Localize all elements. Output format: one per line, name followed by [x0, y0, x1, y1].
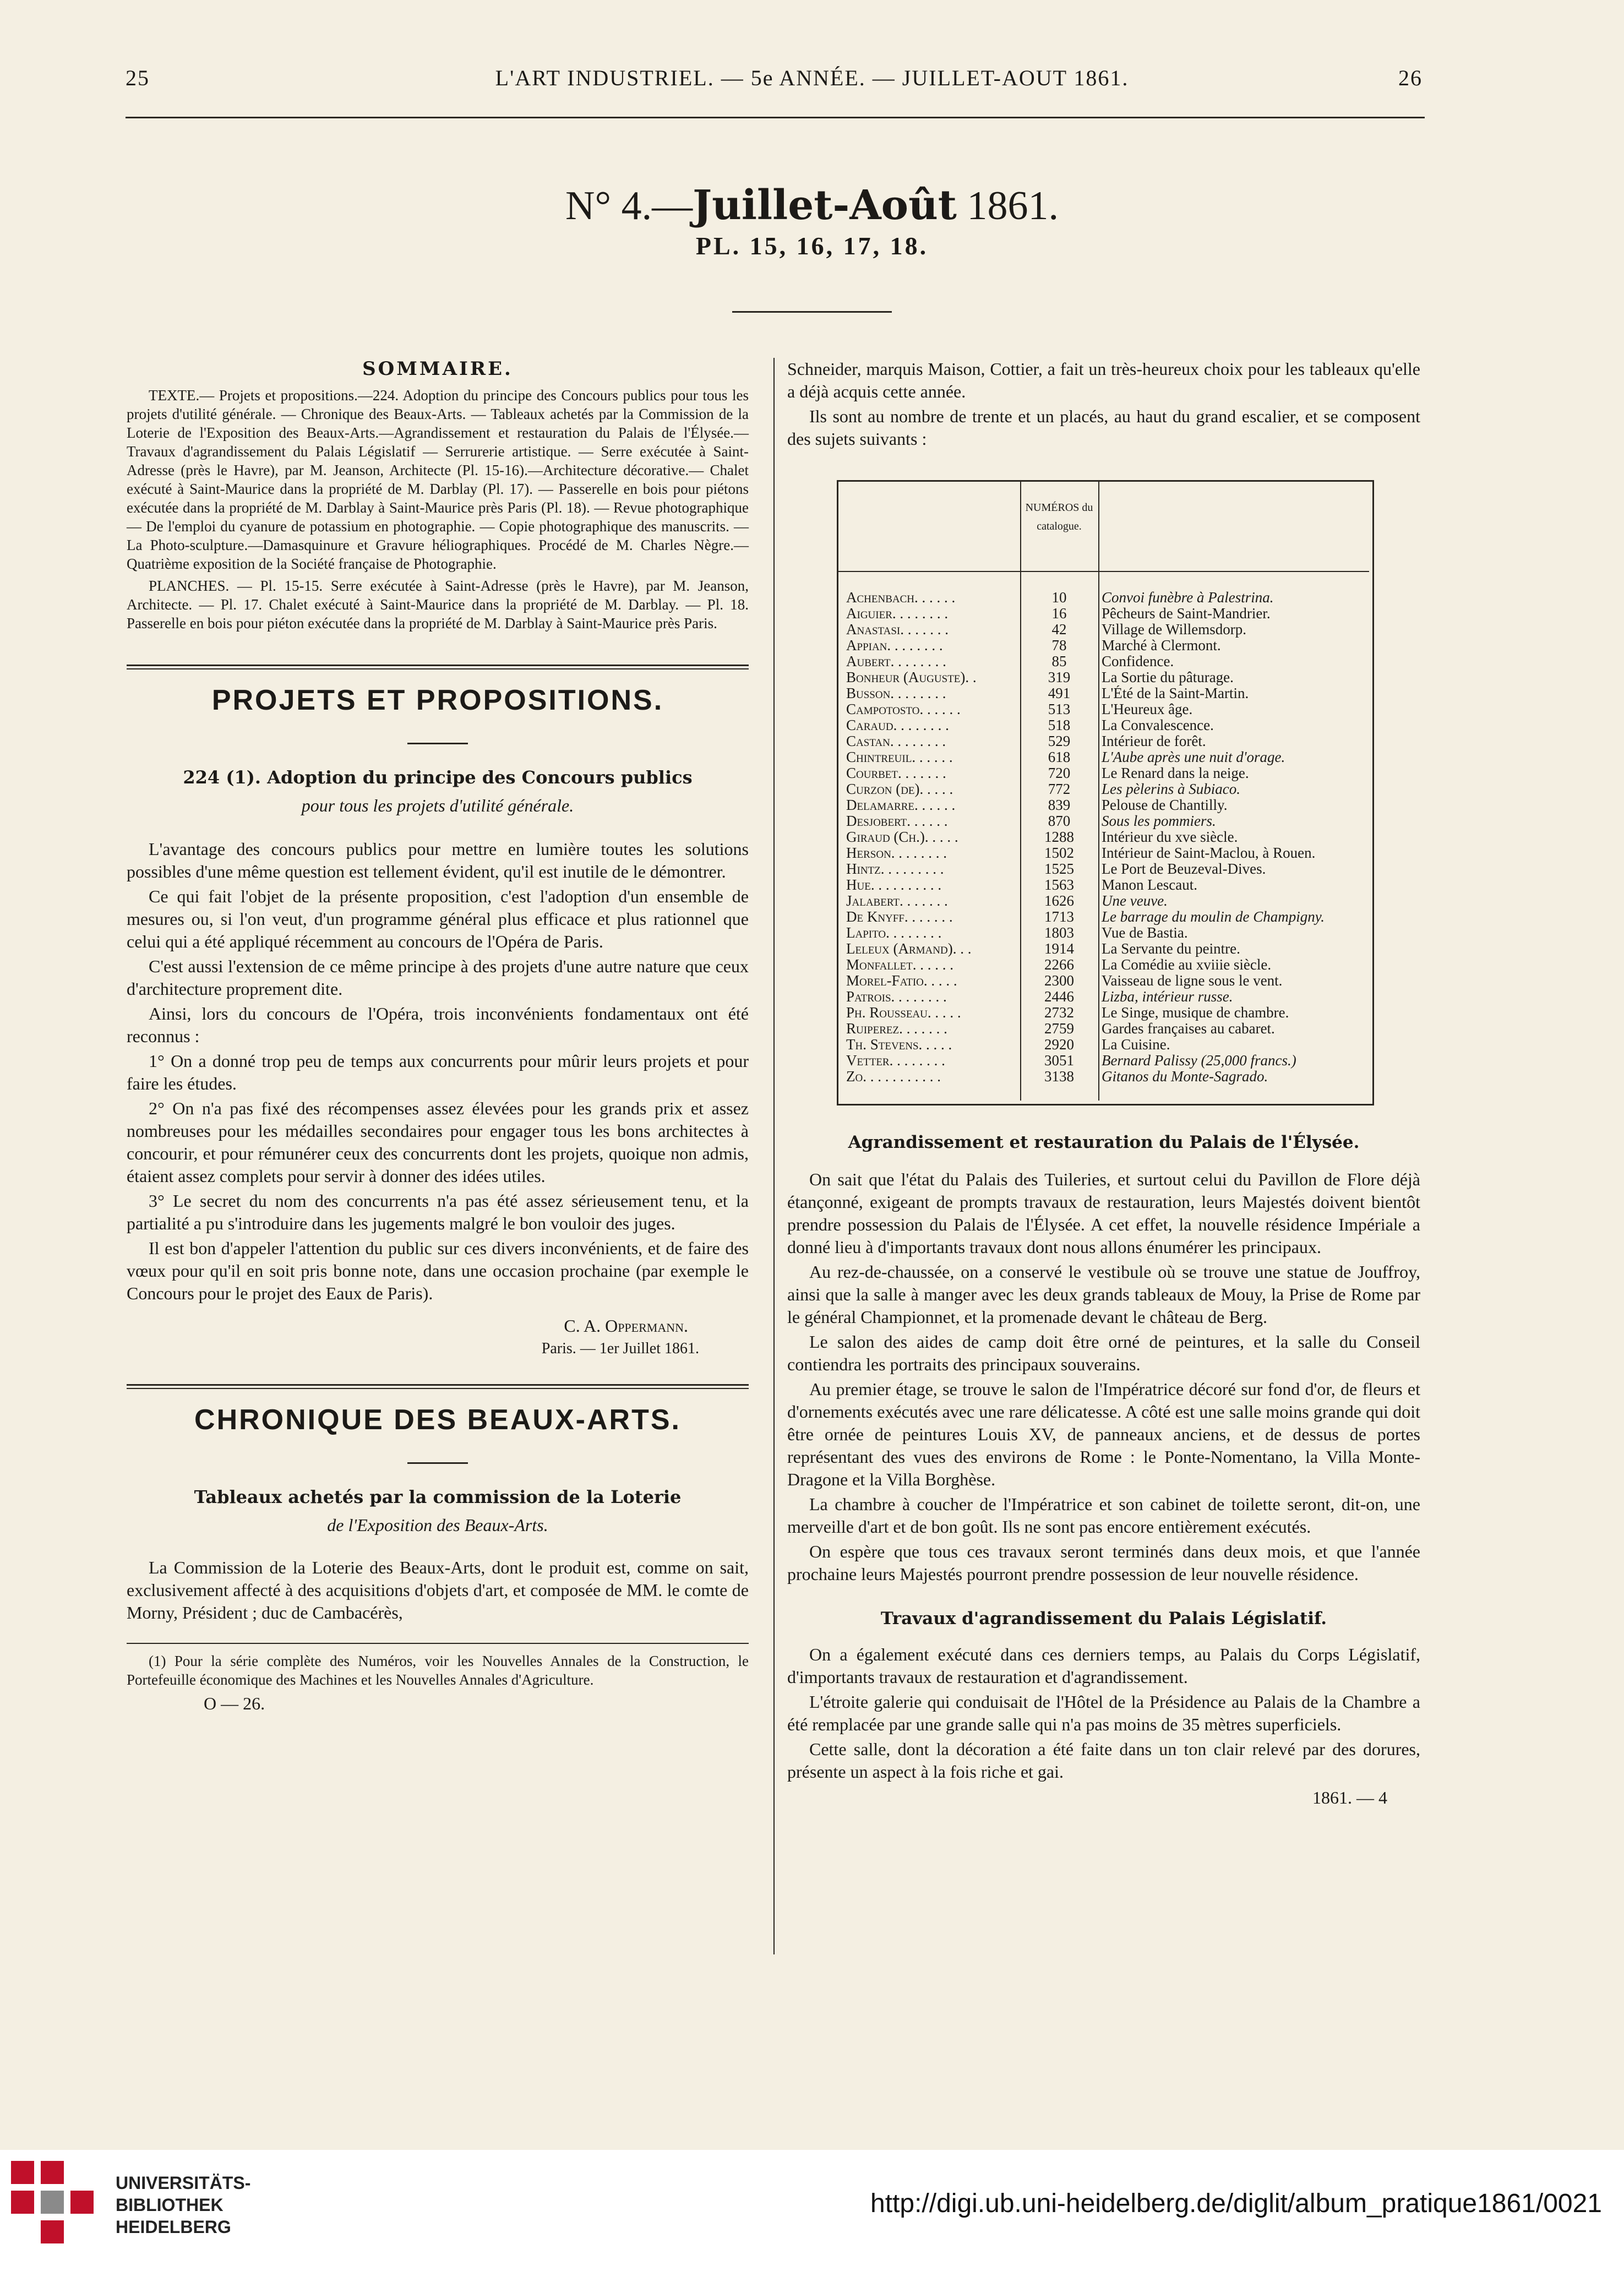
- number-cell: 720: [1048, 765, 1071, 781]
- number-cell: 518: [1048, 717, 1071, 733]
- artist-cell: De Knyff. . . . . . .: [846, 909, 953, 925]
- title-cell: Village de Willemsdorp.: [1102, 622, 1246, 638]
- title-cell: L'Heureux âge.: [1102, 701, 1193, 717]
- artist-cell: Bonheur (Auguste). .: [846, 669, 977, 685]
- table-row: [843, 1037, 1364, 1053]
- table-row: [843, 941, 1364, 957]
- elysee-paragraph-2: Au rez-de-chaussée, on a conservé le vestibule où se trouve une statue de Jouffroy, ainsi que la salle à manger avec les deux grands tableaux de Mouy, la Prise de Rome par le général Championnet, et la promenade devant le château de Berg.: [787, 1262, 1420, 1327]
- right-column: [787, 358, 1420, 453]
- number-cell: 85: [1051, 653, 1067, 669]
- tableaux-title: Tableaux achetés par la commission de la Loterie: [194, 1486, 682, 1507]
- artist-cell: Zo. . . . . . . . . . .: [846, 1069, 941, 1085]
- artist-cell: Curzon (de). . . . .: [846, 781, 953, 797]
- title-cell: L'Aube après une nuit d'orage.: [1102, 749, 1285, 765]
- footnote: (1) Pour la série complète des Numéros, voir les Nouvelles Annales de la Construction, le Portefeuille économique des Machines et les Nouvelles Annales d'Agriculture.: [127, 1653, 749, 1688]
- number-cell: 2266: [1044, 957, 1074, 973]
- table-row: [843, 797, 1364, 813]
- title-cell: Manon Lescaut.: [1102, 877, 1197, 893]
- title-cell: Pelouse de Chantilly.: [1102, 797, 1228, 813]
- table-header: NUMÉROS du catalogue.: [1025, 502, 1093, 532]
- artist-cell: Hintz. . . . . . . . .: [846, 861, 944, 877]
- number-cell: 1914: [1044, 941, 1074, 957]
- table-row: [843, 590, 1364, 606]
- signature: C. A. Oppermann.: [564, 1316, 688, 1336]
- title-cell: Intérieur du xve siècle.: [1102, 829, 1238, 845]
- title-cell: Le Renard dans la neige.: [1102, 765, 1249, 781]
- table-row: [843, 1069, 1364, 1085]
- artist-cell: Patrois. . . . . . . .: [846, 989, 947, 1005]
- right-column-lower: [787, 1131, 1420, 1809]
- article-224-subtitle: pour tous les projets d'utilité générale.: [301, 796, 574, 815]
- artist-cell: Th. Stevens. . . . .: [846, 1037, 952, 1053]
- number-cell: 2759: [1044, 1021, 1074, 1037]
- artist-cell: Herson. . . . . . . .: [846, 845, 947, 861]
- number-cell: 3138: [1044, 1069, 1074, 1085]
- artist-cell: Monfallet. . . . . .: [846, 957, 954, 973]
- artist-cell: Chintreuil. . . . . .: [846, 749, 953, 765]
- artist-cell: Achenbach. . . . . .: [846, 590, 956, 606]
- projets-paragraph-8: Il est bon d'appeler l'attention du public sur ces divers inconvénients, et de faire des vœux pour qu'il en soit pris bonne note, dans une occasion prochaine (par exemple le Concours pour le projet des Eaux de Paris).: [127, 1238, 749, 1303]
- right-intro-2: Ils sont au nombre de trente et un placés, au haut du grand escalier, et se composent des sujets suivants :: [787, 406, 1420, 449]
- title-cell: Gitanos du Monte-Sagrado.: [1102, 1069, 1268, 1085]
- source-url[interactable]: http://digi.ub.uni-heidelberg.de/diglit/album_pratique1861/0021: [870, 2189, 1602, 2218]
- table-row: [843, 653, 1364, 669]
- elysee-paragraph-4: Au premier étage, se trouve le salon de l'Impératrice décoré sur fond d'or, de fleurs et d'ornements exécutés avec une rare délicatesse. A côté est une salle moins grande qui doit être ornée de peintures Louis XV, de panneaux anciens, et de dessus de portes représentant des vues des environs de Rome : le Ponte-Nomentano, la Villa Monte-Dragone et la Villa Borghèse.: [787, 1379, 1420, 1489]
- artist-cell: Courbet. . . . . . .: [846, 765, 946, 781]
- artist-cell: Campotosto. . . . . .: [846, 701, 961, 717]
- artist-cell: Anastasi. . . . . . .: [846, 622, 949, 638]
- table-row: [843, 973, 1364, 989]
- plates-line: PL. 15, 16, 17, 18.: [695, 232, 929, 260]
- number-cell: 10: [1051, 590, 1067, 606]
- title-cell: L'Été de la Saint-Martin.: [1102, 685, 1249, 701]
- number-cell: 78: [1051, 638, 1067, 653]
- projets-paragraph-2: Ce qui fait l'objet de la présente proposition, c'est l'adoption d'un ensemble de mesures ou, si l'on veut, d'un programme général plus efficace et plus rationnel que celui qui a été appliqué récemment au concours de l'Opéra de Paris.: [127, 886, 749, 951]
- double-rule-top-2: [127, 1384, 749, 1386]
- footnote-rule: [127, 1643, 749, 1644]
- page-number-right: 26: [1398, 66, 1423, 90]
- title-cell: Le barrage du moulin de Champigny.: [1102, 909, 1325, 925]
- number-cell: 319: [1048, 669, 1071, 685]
- number-cell: 1713: [1044, 909, 1074, 925]
- artist-cell: Aiguier. . . . . . . .: [846, 606, 949, 622]
- sommaire-texte: TEXTE.— Projets et propositions.—224. Adoption du principe des Concours publics pour tous les projets d'utilité générale. — Chronique des Beaux-Arts. — Tableaux achetés par la Commission de la Loterie de l'Exposition des Beaux-Arts.—Agrandissement et restauration du Palais de l'Élysée.—Travaux d'agrandissement du Palais Législatif — Serrurerie artistique. — Serre exécutée à Saint-Adresse (près le Havre), par M. Jeanson, Architecte (Pl. 15-16).—Architecture décorative.— Chalet exécuté à Saint-Maurice dans la propriété de M. Darblay (Pl. 17). — Passerelle en bois pour piétons exécutée dans la propriété de M. Darblay à Saint-Maurice près Paris (Pl. 18). — Revue photographique — De l'emploi du cyanure de potassium en photographie. — Copie photographique des manuscrits. — La Photo-sculpture.—Damasquinure et Gravure héliographiques. Procédé de M. Charles Nègre.—Quatrième exposition de la Société française de Photographie.: [127, 387, 749, 572]
- elysee-title: Agrandissement et restauration du Palais de l'Élysée.: [848, 1132, 1360, 1152]
- title-cell: Intérieur de forêt.: [1102, 733, 1206, 749]
- projets-paragraph-6: 2° On n'a pas fixé des récompenses assez élevées pour les grands prix et assez nombreuses pour les médailles secondaires pour engager tous les bons architectes à concourir, et pour rémunérer ceux des concurrents dont les projets, quoique non admis, étaient assez complets pour servir à donner des idées utiles.: [127, 1098, 749, 1186]
- legislatif-title: Travaux d'agrandissement du Palais Législatif.: [880, 1609, 1327, 1629]
- artist-cell: Lapito. . . . . . . .: [846, 925, 942, 941]
- table-row: [843, 1053, 1364, 1069]
- title-cell: Vaisseau de ligne sous le vent.: [1102, 973, 1283, 989]
- projets-heading: PROJETS ET PROPOSITIONS.: [211, 684, 664, 716]
- number-cell: 2446: [1044, 989, 1074, 1005]
- title-cell: Le Singe, musique de chambre.: [1102, 1005, 1289, 1021]
- dateline: Paris. — 1er Juillet 1861.: [541, 1340, 699, 1357]
- table-row: [843, 861, 1364, 877]
- number-cell: 2920: [1044, 1037, 1074, 1053]
- double-rule-bottom-2: [127, 1388, 749, 1389]
- table-row: [843, 733, 1364, 749]
- table-row: [843, 781, 1364, 797]
- title-cell: La Sortie du pâturage.: [1102, 669, 1234, 685]
- title-cell: Intérieur de Saint-Maclou, à Rouen.: [1102, 845, 1316, 861]
- title-cell: Sous les pommiers.: [1102, 813, 1216, 829]
- number-cell: 491: [1048, 685, 1071, 701]
- table-row: [843, 606, 1364, 622]
- projets-paragraph-3: C'est aussi l'extension de ce même principe à des projets d'une autre nature que ceux d'architecture proprement dite.: [127, 956, 749, 999]
- chronique-paragraph: La Commission de la Loterie des Beaux-Arts, dont le produit est, comme on sait, exclusivement affecté à des acquisitions d'objets d'art, et composée de MM. le comte de Morny, Président ; duc de Cambacérès,: [127, 1557, 749, 1622]
- catalogue-table: [837, 480, 1374, 1105]
- legislatif-paragraph-3: Cette salle, dont la décoration a été faite dans un ton clair relevé par des dorures, présente un aspect à la fois riche et gai.: [787, 1739, 1420, 1782]
- number-cell: 870: [1048, 813, 1071, 829]
- artist-cell: Ph. Rousseau. . . . .: [846, 1005, 961, 1021]
- number-cell: 16: [1051, 606, 1067, 622]
- number-cell: 529: [1048, 733, 1071, 749]
- legislatif-paragraph-1: On a également exécuté dans ces derniers temps, au Palais du Corps Législatif, d'importants travaux de restauration et d'agrandissement.: [787, 1644, 1420, 1687]
- table-row: [843, 622, 1364, 638]
- signature-mark-right: 1861. — 4: [1312, 1788, 1387, 1807]
- projets-paragraph-4: Ainsi, lors du concours de l'Opéra, trois inconvénients fondamentaux ont été reconnus :: [127, 1004, 749, 1046]
- table-row: [843, 909, 1364, 925]
- number-cell: 513: [1048, 701, 1071, 717]
- artist-cell: Ruiperez. . . . . . .: [846, 1021, 947, 1037]
- number-cell: 1502: [1044, 845, 1074, 861]
- artist-cell: Hue. . . . . . . . . .: [846, 877, 942, 893]
- title-cell: Confidence.: [1102, 653, 1174, 669]
- table-row: [843, 877, 1364, 893]
- short-rule-2: [407, 1462, 468, 1464]
- title-cell: Gardes françaises au cabaret.: [1102, 1021, 1275, 1037]
- title-cell: Bernard Palissy (25,000 francs.): [1102, 1053, 1296, 1069]
- number-cell: 2732: [1044, 1005, 1074, 1021]
- number-cell: 1525: [1044, 861, 1074, 877]
- header-rule: [126, 117, 1425, 118]
- column-divider: [773, 358, 775, 1954]
- right-intro-1: Schneider, marquis Maison, Cottier, a fait un très-heureux choix pour les tableaux qu'elle a déjà acquis cette année.: [787, 359, 1420, 401]
- title-cell: La Comédie au xviiie siècle.: [1102, 957, 1272, 973]
- title-cell: Convoi funèbre à Palestrina.: [1102, 590, 1274, 606]
- page-number-left: 25: [126, 66, 150, 90]
- elysee-paragraph-5: La chambre à coucher de l'Impératrice et son cabinet de toilette seront, dit-on, une merveille d'art et de bon goût. Ils ne sont pas encore entièrement exécutés.: [787, 1494, 1420, 1537]
- artist-cell: Giraud (Ch.). . . . .: [846, 829, 958, 845]
- chronique-heading: CHRONIQUE DES BEAUX-ARTS.: [194, 1404, 681, 1436]
- artist-cell: Jalabert. . . . . . .: [846, 893, 948, 909]
- artist-cell: Busson. . . . . . . .: [846, 685, 946, 701]
- table-row: [843, 701, 1364, 717]
- table-header-rule: [838, 571, 1369, 572]
- table-row: [843, 1005, 1364, 1021]
- table-row: [843, 813, 1364, 829]
- elysee-paragraph-3: Le salon des aides de camp doit être orné de peintures, et la salle du Conseil contiendra les portraits des principaux souverains.: [787, 1332, 1420, 1374]
- table-row: [843, 638, 1364, 653]
- title-cell: Le Port de Beuzeval-Dives.: [1102, 861, 1266, 877]
- number-cell: 1803: [1044, 925, 1074, 941]
- elysee-paragraph-6: On espère que tous ces travaux seront terminés dans deux mois, et que l'année prochaine leurs Majestés pourront prendre possession de leur nouvelle résidence.: [787, 1542, 1420, 1584]
- table-row: [843, 989, 1364, 1005]
- projets-paragraph-7: 3° Le secret du nom des concurrents n'a pas été assez sérieusement tenu, et la partialité a pu s'introduire dans les jugements malgré le bon vouloir des juges.: [127, 1191, 749, 1233]
- number-cell: 2300: [1044, 973, 1074, 989]
- table-body: [843, 590, 1364, 1085]
- left-column: [127, 358, 749, 1715]
- title-cell: Marché à Clermont.: [1102, 638, 1221, 653]
- tableaux-subtitle: de l'Exposition des Beaux-Arts.: [327, 1515, 548, 1535]
- artist-cell: Appian. . . . . . . .: [846, 638, 943, 653]
- projets-paragraph-5: 1° On a donné trop peu de temps aux concurrents pour mûrir leurs projets et pour faire les études.: [127, 1051, 749, 1093]
- number-cell: 839: [1048, 797, 1071, 813]
- title-cell: La Convalescence.: [1102, 717, 1214, 733]
- issue-title: N° 4.—Juillet-Août 1861.: [565, 182, 1059, 229]
- table-row: [843, 893, 1364, 909]
- number-cell: 3051: [1044, 1053, 1074, 1069]
- table-row: [843, 925, 1364, 941]
- number-cell: 1563: [1044, 877, 1074, 893]
- table-row: [843, 749, 1364, 765]
- table-row: [843, 717, 1364, 733]
- artist-cell: Vetter. . . . . . . .: [846, 1053, 945, 1069]
- table-row: [843, 1021, 1364, 1037]
- artist-cell: Castan. . . . . . . .: [846, 733, 946, 749]
- number-cell: 772: [1048, 781, 1071, 797]
- artist-cell: Aubert. . . . . . . .: [846, 653, 946, 669]
- artist-cell: Caraud. . . . . . . .: [846, 717, 949, 733]
- number-cell: 618: [1048, 749, 1071, 765]
- number-cell: 42: [1051, 622, 1067, 638]
- library-footer: [0, 2150, 1624, 2271]
- table-row: [843, 957, 1364, 973]
- artist-cell: Leleux (Armand). . .: [846, 941, 972, 957]
- title-cell: Pêcheurs de Saint-Mandrier.: [1102, 606, 1271, 622]
- number-cell: 1626: [1044, 893, 1074, 909]
- title-cell: Lizba, intérieur russe.: [1102, 989, 1233, 1005]
- table-row: [843, 829, 1364, 845]
- title-cell: Une veuve.: [1102, 893, 1168, 909]
- title-cell: La Servante du peintre.: [1102, 941, 1240, 957]
- short-rule: [407, 743, 468, 744]
- artist-cell: Morel-Fatio. . . . .: [846, 973, 957, 989]
- table-row: [843, 685, 1364, 701]
- sommaire-planches: PLANCHES. — Pl. 15-15. Serre exécutée à Saint-Adresse (près le Havre), par M. Jeanson, Architecte. — Pl. 17. Chalet exécuté à Saint-Maurice dans la propriété de M. Darblay. — Pl. 18. Passerelle en bois pour piéton exécutée dans la propriété de M. Darblay à Saint-Maurice près Paris.: [127, 578, 749, 631]
- title-cell: La Cuisine.: [1102, 1037, 1170, 1053]
- table-row: [843, 845, 1364, 861]
- legislatif-paragraph-2: L'étroite galerie qui conduisait de l'Hôtel de la Présidence au Palais de la Chambre a été remplacée par une grande salle qui n'a pas moins de 35 mètres superficiels.: [787, 1692, 1420, 1734]
- artist-cell: Delamarre. . . . . .: [846, 797, 956, 813]
- projets-paragraph-1: L'avantage des concours publics pour mettre en lumière toutes les solutions possibles d'une même question est tellement évident, qu'il est inutile de le démontrer.: [127, 839, 749, 881]
- table-row: [843, 765, 1364, 781]
- sommaire-heading: SOMMAIRE.: [362, 358, 513, 380]
- library-name: UNIVERSITÄTS- BIBLIOTHEK HEIDELBERG: [116, 2173, 251, 2237]
- article-224-title: 224 (1). Adoption du principe des Concours publics: [183, 767, 693, 788]
- masthead-rule: [732, 311, 892, 313]
- running-title: L'ART INDUSTRIEL. — 5e ANNÉE. — JUILLET-AOUT 1861.: [495, 66, 1129, 90]
- double-rule-top: [127, 665, 749, 666]
- title-cell: Vue de Bastia.: [1102, 925, 1188, 941]
- number-cell: 1288: [1044, 829, 1074, 845]
- library-logo-icon: [11, 2161, 94, 2243]
- table-row: [843, 669, 1364, 685]
- elysee-paragraph-1: On sait que l'état du Palais des Tuileries, et surtout celui du Pavillon de Flore déjà étançonné, exigeant de prompts travaux de restauration, leurs Majestés doivent bientôt prendre possession du Palais de l'Élysée. A cet effet, la nouvelle résidence Impériale a donné lieu à d'importants travaux dont nous allons énumérer les principaux.: [787, 1169, 1420, 1257]
- double-rule-bottom: [127, 668, 749, 669]
- artist-cell: Desjobert. . . . . .: [846, 813, 948, 829]
- signature-mark-left: O — 26.: [204, 1693, 265, 1713]
- title-cell: Les pèlerins à Subiaco.: [1102, 781, 1240, 797]
